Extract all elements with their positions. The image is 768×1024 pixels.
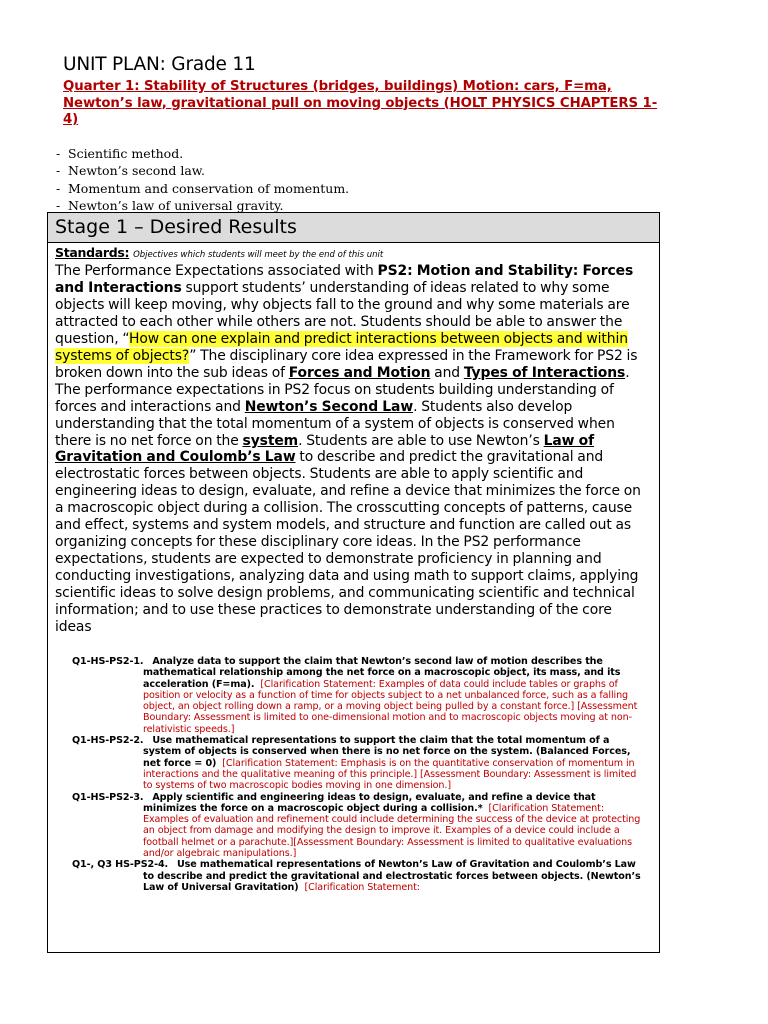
topic-text: Newton’s second law. [68, 163, 205, 179]
unit-title: UNIT PLAN: Grade 11 [63, 54, 256, 75]
standard-code: Q1-HS-PS2-3. [72, 791, 144, 803]
bullet-dash: - [56, 163, 61, 179]
quarter-heading: Quarter 1: Stability of Structures (bridges, buildings) Motion: cars, F=ma, Newton’s law, gravitational pull on moving objects (HOLT PHYSICS CHAPTERS 1-4) [63, 79, 658, 127]
clarification-statement: [Clarification Statement: Examples of data could include tables or graphs of position or velocity as a function of time for objects subject to a net unbalanced force, such as a falling object, an object rolling down a ramp, or a moving object being pulled by a constant force.] [Assessment Boundary: Assessment is limited to one-dimensional motion and to macroscopic objects moving at non-relativistic speeds.] [143, 678, 638, 735]
clarification-statement: [Clarification Statement: Emphasis is on the quantitative conservation of momentum in interactions and the qualitative meaning of this principle.] [Assessment Boundary: Assessment is limited to systems of two macroscopic bodies moving in one dimension.] [143, 757, 637, 792]
gravitation-coulomb-term: Law of Gravitation and Coulomb’s Law [55, 432, 595, 466]
topic-item [56, 145, 349, 162]
stage-1-table [47, 212, 660, 953]
types-of-interactions-term: Types of Interactions [463, 364, 626, 381]
paragraph-text: . The performance expectations in PS2 focus on students building understanding of forces and interactions and [55, 364, 630, 415]
forces-and-motion-term: Forces and Motion [288, 364, 431, 381]
topic-text: Scientific method. [68, 146, 184, 161]
standard-item [55, 735, 647, 791]
topic-list [56, 145, 349, 214]
clarification-statement: [Clarification Statement: [304, 881, 420, 893]
bullet-dash: - [56, 197, 61, 213]
highlighted-question: How can one explain and predict interactions between objects and within systems of objects? [55, 330, 628, 364]
standards-list [55, 656, 647, 893]
paragraph-text: The Performance Expectations associated with [55, 263, 378, 279]
standard-item [55, 656, 647, 735]
topic-text: Newton’s law of universal gravity. [68, 197, 284, 213]
performance-expectations-paragraph [55, 263, 647, 636]
standards-label: Standards: [55, 245, 130, 260]
paragraph-text: support students’ understanding of ideas related to why some objects will keep moving, why objects fall to the ground and why some materials are attracted to each other while others are not. Students should be able to answer the question, “ [55, 279, 630, 347]
system-term: system [242, 432, 299, 449]
topic-item [56, 162, 349, 179]
standard-text: Use mathematical representations of Newton’s Law of Gravitation and Coulomb’s Law to describe and predict the gravitational and electrostatic forces between objects. (Newton’s Law of Universal Gravitation) [143, 859, 641, 893]
standard-item [55, 792, 647, 860]
ps2-title: PS2: Motion and Stability: Forces and Interactions [55, 263, 634, 296]
standard-code: Q1-HS-PS2-1. [72, 655, 144, 667]
stage-heading: Stage 1 – Desired Results [48, 213, 659, 243]
paragraph-text: to describe and predict the gravitational and electrostatic forces between objects. Students are able to apply scientific and engineering ideas to design, evaluate, and refine a device that minimizes the force on a macroscopic object during a collision. The crosscutting concepts of patterns, cause and effect, systems and system models, and structure and function are called out as organizing concepts for these disciplinary core ideas. In the PS2 performance expectations, students are expected to demonstrate proficiency in planning and conducting investigations, analyzing data and using math to support claims, applying scientific ideas to solve design problems, and communicating scientific and technical information; and to use these practices to demonstrate understanding of the core ideas [55, 449, 641, 636]
paragraph-text: ” The disciplinary core idea expressed in the Framework for PS2 is broken down into the sub ideas of [55, 347, 638, 381]
bullet-dash: - [56, 180, 61, 196]
topic-text: Momentum and conservation of momentum. [68, 180, 350, 196]
standard-code: Q1-HS-PS2-2. [72, 735, 144, 747]
standard-text: Analyze data to support the claim that Newton’s second law of motion describes the mathematical relationship among the net force on a macroscopic object, its mass, and its acceleration (F=ma). [143, 655, 621, 690]
standard-code: Q1-, Q3 HS-PS2-4. [72, 859, 169, 871]
standard-item [55, 859, 647, 893]
standards-line [55, 245, 647, 263]
topic-item [56, 180, 349, 197]
bullet-dash: - [56, 146, 61, 161]
paragraph-text: . Students also develop understanding that the total momentum of a system of objects is conserved when there is no net force on the [55, 398, 615, 449]
standard-text: Apply scientific and engineering ideas to design, evaluate, and refine a device that minimizes the force on a macroscopic object during a collision.* [143, 791, 596, 814]
paragraph-text: . Students are able to use Newton’s [298, 432, 544, 449]
standards-note: Objectives which students will meet by the end of this unit [133, 250, 384, 260]
stage-body [48, 245, 659, 893]
newtons-second-law-term: Newton’s Second Law [244, 398, 414, 415]
standard-text: Use mathematical representations to support the claim that the total momentum of a system of objects is conserved when there is no net force on the system. (Balanced Forces, net force = 0) [143, 735, 631, 769]
paragraph-text: and [430, 364, 464, 381]
clarification-statement: [Clarification Statement: Examples of evaluation and refinement could include determining the success of the device at protecting an object from damage and modifying the design to improve it. Examples of a device could include a football helmet or a parachute.][Assessment Boundary: Assessment is limited to qualitative evaluations and/or algebraic manipulations.] [143, 802, 641, 860]
